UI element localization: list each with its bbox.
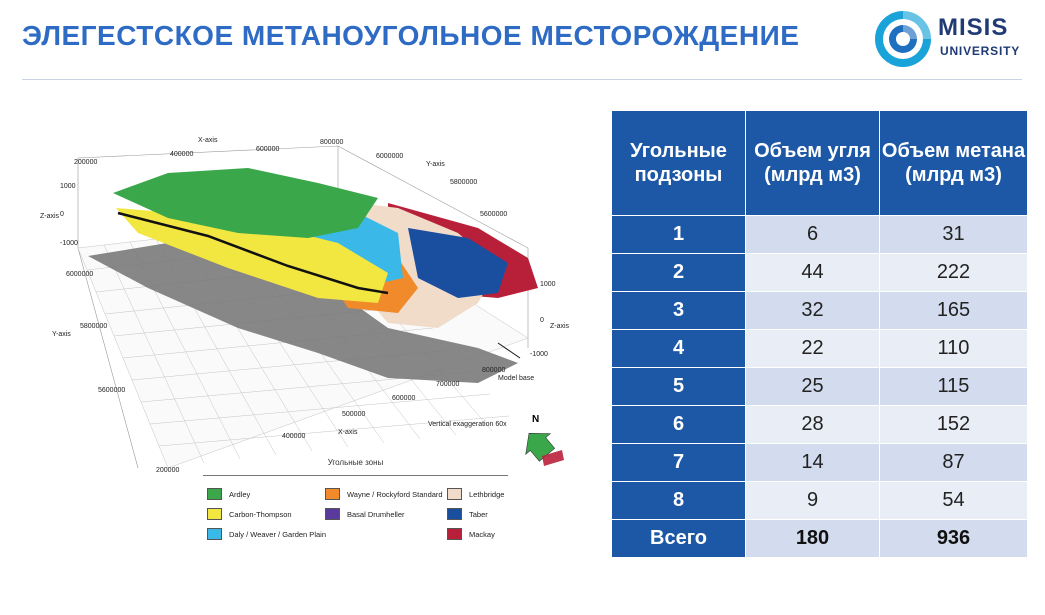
legend-item: Basal Drumheller: [325, 508, 405, 520]
x-axis-label: X-axis: [198, 137, 218, 144]
legend-swatch: [447, 528, 462, 540]
methane-cell: 115: [880, 368, 1028, 406]
legend-item: Carbon-Thompson: [207, 508, 292, 520]
x-tick-bottom: 500000: [342, 411, 366, 418]
z-tick: 1000: [60, 183, 76, 190]
logo-name: MISIS: [938, 14, 1009, 41]
legend-item: Mackay: [447, 528, 495, 540]
total-methane: 936: [880, 520, 1028, 558]
coal-cell: 22: [746, 330, 880, 368]
z-tick: 0: [60, 211, 64, 218]
title-divider: [22, 79, 1022, 80]
coal-cell: 9: [746, 482, 880, 520]
coal-cell: 6: [746, 216, 880, 254]
methane-cell: 152: [880, 406, 1028, 444]
y-axis-label-left: Y-axis: [52, 331, 71, 338]
z-tick: -1000: [60, 240, 78, 247]
x-tick-bottom: 200000: [156, 467, 180, 474]
legend-item: Daly / Weaver / Garden Plain: [207, 528, 326, 540]
coal-cell: 14: [746, 444, 880, 482]
table-row: [612, 254, 1028, 292]
table-row: [612, 216, 1028, 254]
legend-title: Угольные зоны: [327, 458, 384, 467]
legend-swatch: [325, 488, 340, 500]
zone-cell: 8: [612, 482, 746, 520]
table-total-row: [612, 520, 1028, 558]
legend-item: Ardley: [207, 488, 250, 500]
legend-item: Taber: [447, 508, 488, 520]
logo-subtitle: UNIVERSITY: [940, 44, 1021, 58]
legend-swatch: [447, 508, 462, 520]
model-base-label: Model base: [498, 375, 535, 382]
z-tick-right: 1000: [540, 281, 556, 288]
x-tick: 800000: [320, 139, 344, 146]
zone-cell: 5: [612, 368, 746, 406]
zone-cell: 4: [612, 330, 746, 368]
x-tick: 400000: [170, 151, 194, 158]
z-tick-right: 0: [540, 317, 544, 324]
legend-item: Lethbridge: [447, 488, 504, 500]
university-logo: [872, 8, 1042, 74]
coal-cell: 32: [746, 292, 880, 330]
methane-cell: 54: [880, 482, 1028, 520]
y-tick: 6000000: [376, 153, 404, 160]
x-tick-bottom: 600000: [392, 395, 416, 402]
x-tick-bottom: 700000: [436, 381, 460, 388]
y-tick-left: 5800000: [80, 323, 108, 330]
misis-emblem-icon: [872, 8, 934, 70]
header-coal-volume: Объем угля (млрд м3): [746, 111, 880, 216]
x-tick: 200000: [74, 159, 98, 166]
x-tick: 600000: [256, 146, 280, 153]
legend-swatch: [207, 488, 222, 500]
zone-cell: 7: [612, 444, 746, 482]
north-arrow-icon: [517, 423, 564, 466]
legend-swatch: [207, 508, 222, 520]
table-row: [612, 330, 1028, 368]
methane-cell: 165: [880, 292, 1028, 330]
y-tick-left: 5600000: [98, 387, 126, 394]
north-label: N: [532, 414, 540, 425]
coal-zones-legend: [203, 458, 508, 556]
page-title: ЭЛЕГЕСТСКОЕ МЕТАНОУГОЛЬНОЕ МЕСТОРОЖДЕНИЕ: [22, 20, 800, 51]
methane-cell: 31: [880, 216, 1028, 254]
legend-swatch: [325, 508, 340, 520]
coal-cell: 28: [746, 406, 880, 444]
z-tick-right: -1000: [530, 351, 548, 358]
legend-item: Wayne / Rockyford Standard: [325, 488, 443, 500]
zone-cell: 6: [612, 406, 746, 444]
methane-cell: 87: [880, 444, 1028, 482]
total-coal: 180: [746, 520, 880, 558]
table-row: [612, 444, 1028, 482]
x-axis-label-bottom: X-axis: [338, 429, 358, 436]
x-tick-bottom: 400000: [282, 433, 306, 440]
coal-zones-table: [611, 110, 1028, 558]
methane-cell: 110: [880, 330, 1028, 368]
zone-cell: 2: [612, 254, 746, 292]
table-row: [612, 406, 1028, 444]
x-tick-bottom: 800000: [482, 367, 506, 374]
vertical-exaggeration-label: Vertical exaggeration 60x: [428, 421, 507, 428]
legend-swatch: [207, 528, 222, 540]
table-row: [612, 368, 1028, 406]
table-row: [612, 482, 1028, 520]
y-tick-left: 6000000: [66, 271, 94, 278]
z-axis-label: Z-axis: [40, 213, 60, 220]
coal-cell: 44: [746, 254, 880, 292]
table-row: [612, 292, 1028, 330]
table-header-row: [612, 111, 1028, 216]
header-methane-volume: Объем метана (млрд м3): [880, 111, 1028, 216]
methane-cell: 222: [880, 254, 1028, 292]
z-axis-label-right: Z-axis: [550, 323, 570, 330]
y-tick: 5800000: [450, 179, 478, 186]
y-tick: 5600000: [480, 211, 508, 218]
y-axis-label-top: Y-axis: [426, 161, 445, 168]
legend-swatch: [447, 488, 462, 500]
zone-cell: 1: [612, 216, 746, 254]
total-label: Всего: [612, 520, 746, 558]
zone-cell: 3: [612, 292, 746, 330]
coal-cell: 25: [746, 368, 880, 406]
header-zones: Угольные подзоны: [612, 111, 746, 216]
